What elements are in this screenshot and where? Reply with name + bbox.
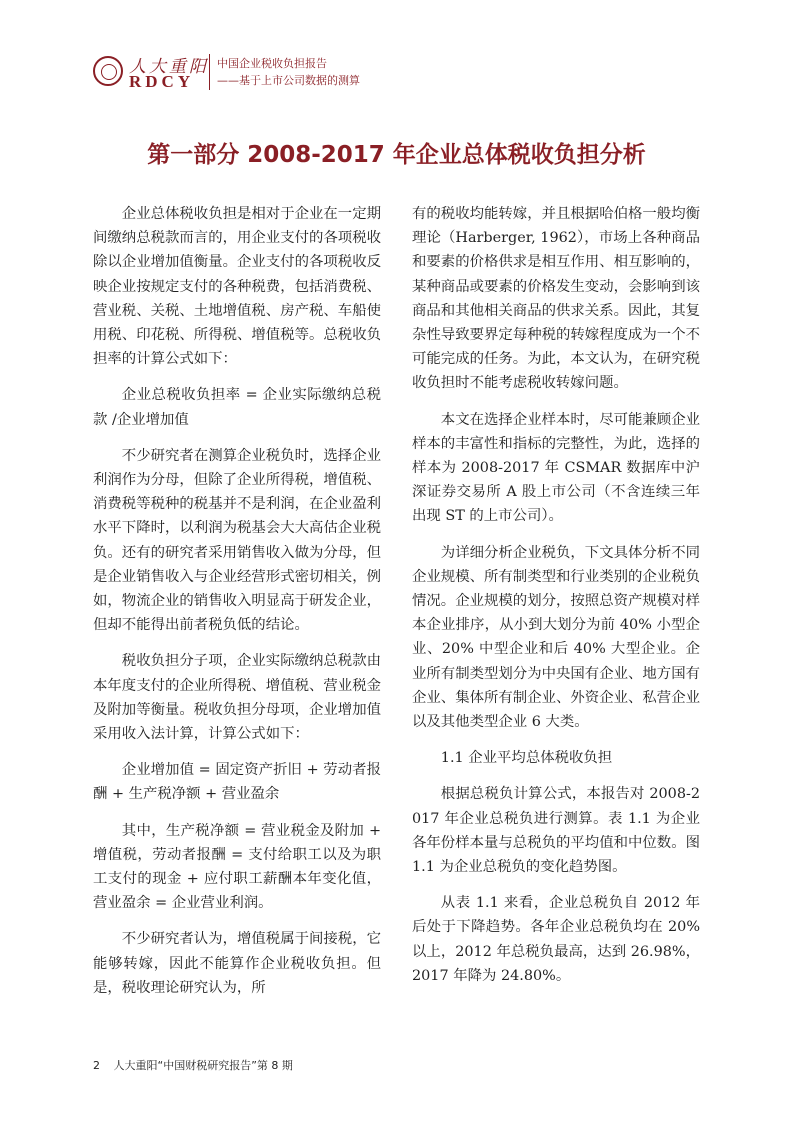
paragraph: 不少研究者在测算企业税负时，选择企业利润作为分母，但除了企业所得税，增值税、消费税等税种的税基并不是利润，在企业盈利水平下降时，以利润为税基会大大高估企业税负。还有的研究者采用销售收入做为分母，但是企业销售收入与企业经营形式密切相关，例如，物流企业的销售收入明显高于研发企业，但却不能得出前者税负低的结论。 <box>93 447 381 634</box>
subsection-heading: 1.1 企业平均总体税收负担 <box>440 750 613 767</box>
paragraph: 税收负担分子项，企业实际缴纳总税款由本年度支付的企业所得税、增值税、营业税金及附加等衡量。税收负担分母项，企业增加值采用收入法计算，计算公式如下： <box>93 653 381 743</box>
page-number: 2 <box>93 1059 100 1072</box>
section-title: 第一部分 2008-2017 年企业总体税收负担分析 <box>147 142 646 168</box>
paragraph: 从表 1.1 来看，企业总税负自 2012 年后处于下降趋势。各年企业总税负均在 20% 以上，2012 年总税负最高，达到 26.98%，2017 年降为 24.80%。 <box>412 895 700 984</box>
header-divider <box>209 54 210 90</box>
page-header <box>93 50 493 94</box>
logo-english-text: RDCY <box>129 72 195 91</box>
formula-total-tax-rate: 企业总税收负担率 = 企业实际缴纳总税款 /企业增加值 <box>93 387 381 428</box>
page-footer <box>93 1057 293 1073</box>
publication-name: 人大重阳“中国财税研究报告”第 8 期 <box>113 1059 293 1072</box>
left-column <box>93 202 381 1012</box>
rdcy-seal-logo-icon <box>93 56 123 86</box>
formula-value-added: 企业增加值 = 固定资产折旧 + 劳动者报酬 + 生产税净额 + 营业盈余 <box>93 762 381 803</box>
right-column <box>412 202 700 1000</box>
paragraph: 不少研究者认为，增值税属于间接税，它能够转嫁，因此不能算作企业税收负担。但是，税收理论研究认为，所 <box>93 931 381 996</box>
report-series-subtitle: ——基于上市公司数据的测算 <box>217 74 360 87</box>
paragraph: 其中，生产税净额 = 营业税金及附加 + 增值税，劳动者报酬 = 支付给职工以及为职工支付的现金 + 应付职工薪酬本年变化值，营业盈余 = 企业营业利润。 <box>93 822 381 912</box>
paragraph: 本文在选择企业样本时，尽可能兼顾企业样本的丰富性和指标的完整性，为此，选择的样本为 2008-2017 年 CSMAR 数据库中沪深证券交易所 A 股上市公司（不含连续三年出现 ST 的上市公司）。 <box>412 411 700 525</box>
paragraph: 企业总体税收负担是相对于企业在一定期间缴纳总税款而言的，用企业支付的各项税收除以企业增加值衡量。企业支付的各项税收反映企业按规定支付的各种税费，包括消费税、营业税、关税、土地增值税、房产税、车船使用税、印花税、所得税、增值税等。总税收负担率的计算公式如下： <box>93 206 381 368</box>
paragraph-continuation: 有的税收均能转嫁，并且根据哈伯格一般均衡理论（Harberger, 1962），市场上各种商品和要素的价格供求是相互作用、相互影响的，某种商品或要素的价格发生变动，会影响到该商品和其他相关商品的供求关系。因此，其复杂性导致要界定每种税的转嫁程度成为一个不可能完成的任务。为此，本文认为，在研究税收负担时不能考虑税收转嫁问题。 <box>412 206 700 392</box>
logo-chinese-text: 人大重阳 <box>129 57 209 77</box>
paragraph: 为详细分析企业税负，下文具体分析不同企业规模、所有制类型和行业类别的企业税负情况。企业规模的划分，按照总资产规模对样本企业排序，从小到大划分为前 40% 小型企业、20% 中型企业和后 40% 大型企业。企业所有制类型划分为中央国有企业、地方国有企业、集体所有制企业、外资企业、私营企业以及其他类型企业 6 大类。 <box>412 544 700 731</box>
report-series-title: 中国企业税收负担报告 <box>217 57 327 70</box>
paragraph: 根据总税负计算公式，本报告对 2008-2017 年企业总税负进行测算。表 1.1 为企业各年份样本量与总税负的平均值和中位数。图 1.1 为企业总税负的变化趋势图。 <box>412 786 700 876</box>
